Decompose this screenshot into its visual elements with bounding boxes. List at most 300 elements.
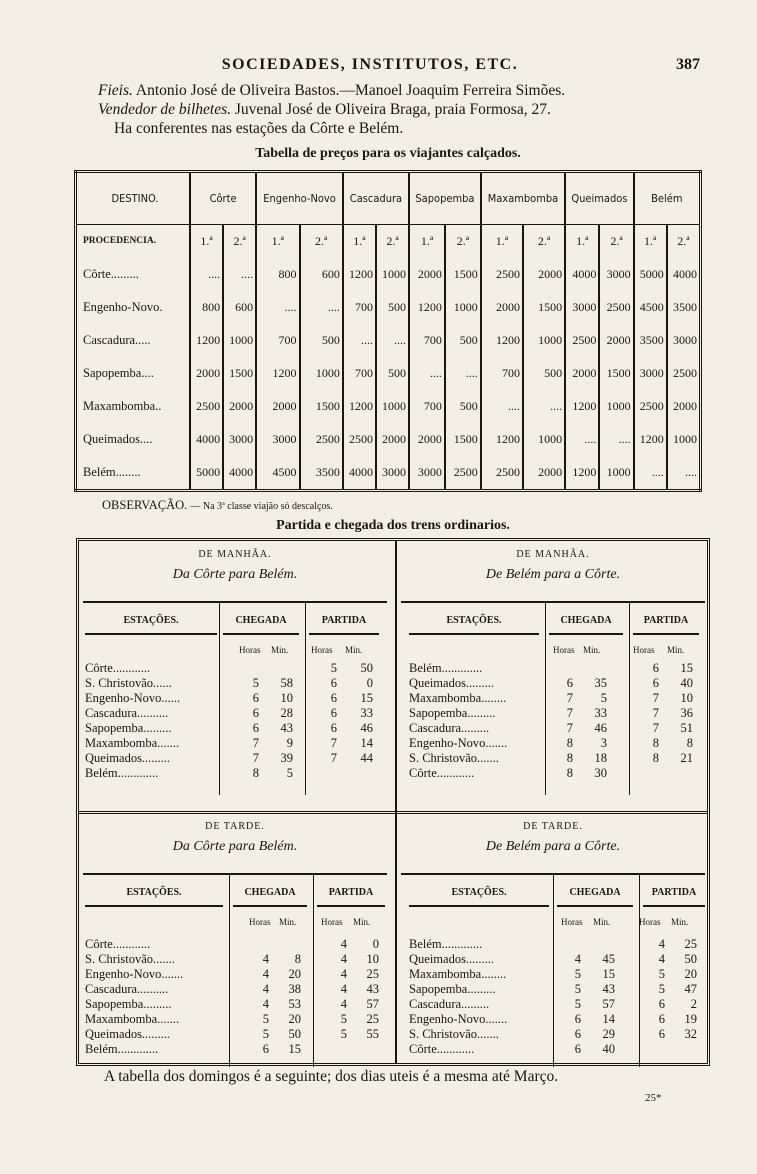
fare-cell: 1200 (190, 324, 223, 357)
class-label: 2.ª (599, 224, 633, 258)
depart-hour: 6 (330, 676, 337, 690)
col-rule (309, 633, 379, 635)
col-separator (545, 603, 546, 795)
arrive-hour: 7 (566, 721, 573, 735)
fare-cell: 2500 (565, 324, 599, 357)
depart-minute: 25 (366, 967, 379, 981)
fare-cell: 600 (300, 258, 343, 291)
fare-cell: 1000 (523, 423, 565, 456)
timetable-quadrant (79, 541, 391, 803)
station-name: Côrte............ (409, 766, 475, 780)
depart-minute: 0 (372, 937, 379, 951)
col-rule (633, 633, 699, 635)
fare-cell: 500 (445, 324, 481, 357)
depart-minute: 0 (366, 676, 373, 690)
arrive-hour: 5 (262, 1027, 269, 1041)
fare-cell: .... (481, 390, 523, 423)
fare-cell: 1500 (523, 291, 565, 324)
fare-cell: 3500 (634, 324, 667, 357)
arrive-hour: 4 (574, 952, 581, 966)
fare-cell: .... (667, 456, 701, 491)
page-number: 387 (676, 56, 700, 73)
station-name: Cascadura......... (409, 721, 490, 735)
station-name: Cascadura.......... (85, 982, 169, 996)
intro-text-1: Antonio José de Oliveira Bastos.—Manoel Joaquim Ferreira Simões. (135, 82, 566, 99)
arrive-minute: 57 (602, 997, 615, 1011)
col-partida: PARTIDA (328, 887, 374, 898)
arrive-hour: 5 (574, 997, 581, 1011)
arrive-hour: 6 (566, 676, 573, 690)
fare-cell: 2000 (376, 423, 409, 456)
station-name: Engenho-Novo...... (85, 691, 181, 705)
dest-header: Cascadura (343, 172, 409, 225)
arrive-minute: 9 (286, 736, 293, 750)
col-chegada: CHEGADA (560, 615, 612, 626)
procedencia-label: PROCEDENCIA. (76, 224, 191, 258)
fares-class-row (76, 224, 701, 258)
fare-cell: 800 (256, 258, 299, 291)
fares-caption: Tabella de preços para os viajantes calçados. (255, 146, 521, 161)
station-name: Sapopemba......... (409, 706, 496, 720)
station-name: Cascadura.......... (85, 706, 169, 720)
col-partida: PARTIDA (321, 615, 367, 626)
class-label: 2.ª (223, 224, 256, 258)
depart-hour: 4 (340, 982, 347, 996)
fare-cell: 2000 (190, 357, 223, 390)
route-label: Da Côrte para Belém. (172, 567, 298, 582)
observacao-label: OBSERVAÇÃO. (102, 498, 188, 512)
min-label: Min. (279, 917, 297, 927)
fare-cell: 700 (409, 390, 445, 423)
depart-hour: 5 (340, 1027, 347, 1041)
depart-hour: 7 (652, 721, 659, 735)
depart-hour: 6 (658, 1027, 665, 1041)
fare-cell: 700 (343, 291, 376, 324)
fare-cell: .... (599, 423, 633, 456)
depart-minute: 32 (684, 1027, 697, 1041)
depart-hour: 4 (340, 997, 347, 1011)
arrive-minute: 28 (280, 706, 293, 720)
depart-hour: 5 (330, 661, 337, 675)
arrive-hour: 6 (252, 691, 259, 705)
class-label: 2.ª (300, 224, 343, 258)
origin-station: Cascadura..... (76, 324, 191, 357)
depart-hour: 4 (658, 937, 665, 951)
arrive-hour: 5 (252, 676, 259, 690)
header-rule (83, 873, 387, 875)
fare-cell: 500 (523, 357, 565, 390)
station-name: Belém............. (409, 937, 483, 951)
depart-minute: 25 (366, 1012, 379, 1026)
station-name: S. Christovão...... (85, 676, 172, 690)
fare-cell: 1000 (376, 390, 409, 423)
fare-cell: 600 (223, 291, 256, 324)
fare-cell: 2500 (445, 456, 481, 491)
fare-cell: 500 (300, 324, 343, 357)
arrive-hour: 8 (566, 751, 573, 765)
fare-cell: 1000 (599, 456, 633, 491)
fare-cell: 3500 (667, 291, 701, 324)
col-rule (409, 905, 549, 907)
depart-minute: 2 (690, 997, 697, 1011)
horas-label: Horas (553, 645, 575, 655)
depart-hour: 6 (330, 721, 337, 735)
arrive-minute: 14 (602, 1012, 615, 1026)
depart-minute: 50 (360, 661, 373, 675)
fare-cell: 1500 (445, 423, 481, 456)
fare-cell: 2000 (223, 390, 256, 423)
arrive-hour: 6 (574, 1012, 581, 1026)
arrive-hour: 7 (252, 736, 259, 750)
fare-cell: 1000 (523, 324, 565, 357)
fare-cell: 3000 (256, 423, 299, 456)
fare-cell: 2500 (634, 390, 667, 423)
horas-label: Horas (311, 645, 333, 655)
depart-minute: 40 (680, 676, 693, 690)
arrive-hour: 8 (566, 766, 573, 780)
arrive-hour: 5 (574, 982, 581, 996)
depart-hour: 7 (330, 751, 337, 765)
depart-hour: 5 (340, 1012, 347, 1026)
class-label: 1.ª (343, 224, 376, 258)
col-rule (549, 633, 623, 635)
depart-hour: 7 (330, 736, 337, 750)
station-name: Queimados......... (409, 676, 495, 690)
arrive-minute: 10 (280, 691, 293, 705)
arrive-minute: 15 (288, 1042, 301, 1056)
fare-cell: 4000 (223, 456, 256, 491)
origin-station: Côrte......... (76, 258, 191, 291)
fare-cell: .... (343, 324, 376, 357)
fare-cell: .... (300, 291, 343, 324)
fares-row (76, 390, 701, 423)
dest-header: Engenho-Novo (256, 172, 343, 225)
header-rule (83, 601, 387, 603)
signature-mark: 25* (645, 1092, 662, 1104)
class-label: 1.ª (256, 224, 299, 258)
col-partida: PARTIDA (643, 615, 689, 626)
station-name: Maxambomba........ (409, 691, 507, 705)
arrive-hour: 6 (574, 1042, 581, 1056)
depart-minute: 8 (686, 736, 693, 750)
col-estacoes: ESTAÇÕES. (446, 615, 502, 626)
depart-hour: 8 (652, 751, 659, 765)
arrive-minute: 3 (600, 736, 607, 750)
depart-minute: 55 (366, 1027, 379, 1041)
min-label: Min. (667, 645, 685, 655)
fare-cell: 500 (445, 390, 481, 423)
fare-cell: .... (376, 324, 409, 357)
running-title: SOCIEDADES, INSTITUTOS, ETC. (221, 56, 519, 73)
intro-line-3: Ha conferentes nas estações da Côrte e Belém. (114, 120, 404, 137)
fare-cell: 3000 (599, 258, 633, 291)
fare-cell: 700 (481, 357, 523, 390)
station-name: Côrte............ (85, 661, 151, 675)
dest-header: Sapopemba (409, 172, 481, 225)
depart-hour: 6 (330, 706, 337, 720)
fare-cell: 1200 (409, 291, 445, 324)
depart-minute: 33 (360, 706, 373, 720)
fare-cell: 1000 (223, 324, 256, 357)
dest-header: Maxambomba (481, 172, 565, 225)
col-separator (305, 603, 306, 795)
fare-cell: 1000 (667, 423, 701, 456)
fare-cell: 2500 (481, 258, 523, 291)
arrive-minute: 20 (288, 1012, 301, 1026)
fare-cell: 2500 (190, 390, 223, 423)
min-label: Min. (583, 645, 601, 655)
station-name: Sapopemba......... (85, 721, 172, 735)
class-label: 1.ª (634, 224, 667, 258)
intro-text-2: Juvenal José de Oliveira Braga, praia Formosa, 27. (234, 101, 551, 118)
fare-cell: 1500 (599, 357, 633, 390)
col-separator (219, 603, 220, 795)
fare-cell: 1200 (634, 423, 667, 456)
fare-cell: 800 (190, 291, 223, 324)
origin-station: Belém........ (76, 456, 191, 491)
timetable-quadrant (79, 813, 391, 1075)
fare-cell: .... (256, 291, 299, 324)
station-name: S. Christovão....... (85, 952, 175, 966)
arrive-hour: 6 (252, 721, 259, 735)
fare-cell: 4000 (190, 423, 223, 456)
fare-cell: 2500 (599, 291, 633, 324)
station-name: Côrte............ (85, 937, 151, 951)
fare-cell: 5000 (634, 258, 667, 291)
depart-minute: 10 (366, 952, 379, 966)
fare-cell: .... (223, 258, 256, 291)
class-label: 1.ª (409, 224, 445, 258)
fare-cell: 3500 (300, 456, 343, 491)
station-name: Maxambomba....... (85, 736, 180, 750)
arrive-minute: 53 (288, 997, 301, 1011)
min-label: Min. (353, 917, 371, 927)
arrive-minute: 50 (288, 1027, 301, 1041)
horas-label: Horas (639, 917, 661, 927)
arrive-hour: 4 (262, 997, 269, 1011)
fares-table (74, 170, 702, 492)
horas-label: Horas (633, 645, 655, 655)
timetable-quadrant (397, 541, 709, 803)
col-rule (85, 633, 217, 635)
class-label: 2.ª (667, 224, 701, 258)
station-name: Sapopemba......... (409, 982, 496, 996)
class-label: 2.ª (376, 224, 409, 258)
fare-cell: 500 (376, 357, 409, 390)
arrive-minute: 35 (594, 676, 607, 690)
fare-cell: 2000 (409, 258, 445, 291)
fare-cell: 1500 (445, 258, 481, 291)
fare-cell: 700 (256, 324, 299, 357)
col-rule (223, 633, 299, 635)
dest-header: Côrte (190, 172, 256, 225)
arrive-minute: 15 (602, 967, 615, 981)
depart-minute: 43 (366, 982, 379, 996)
class-label: 2.ª (445, 224, 481, 258)
station-name: S. Christovão....... (409, 1027, 499, 1041)
header-rule (401, 601, 705, 603)
arrive-hour: 7 (566, 691, 573, 705)
depart-hour: 4 (340, 967, 347, 981)
intro-line-1 (98, 82, 698, 99)
fare-cell: 1200 (565, 390, 599, 423)
arrive-minute: 58 (280, 676, 293, 690)
depart-minute: 10 (680, 691, 693, 705)
depart-minute: 44 (360, 751, 373, 765)
fare-cell: 1200 (565, 456, 599, 491)
fare-cell: 2500 (481, 456, 523, 491)
fare-cell: 700 (409, 324, 445, 357)
intro-label-vendedor: Vendedor de bilhetes. (98, 101, 232, 118)
depart-minute: 14 (360, 736, 373, 750)
arrive-hour: 8 (566, 736, 573, 750)
arrive-minute: 18 (594, 751, 607, 765)
arrive-minute: 39 (280, 751, 293, 765)
origin-station: Sapopemba.... (76, 357, 191, 390)
col-rule (85, 905, 223, 907)
fare-cell: 4000 (667, 258, 701, 291)
fare-cell: 1000 (376, 258, 409, 291)
arrive-minute: 5 (286, 766, 293, 780)
min-label: Min. (345, 645, 363, 655)
arrive-hour: 4 (262, 982, 269, 996)
fare-cell: 700 (343, 357, 376, 390)
station-name: Belém............. (85, 1042, 159, 1056)
depart-hour: 6 (652, 676, 659, 690)
station-name: Queimados......... (85, 1027, 171, 1041)
fare-cell: 2000 (599, 324, 633, 357)
fare-cell: 1200 (481, 423, 523, 456)
arrive-hour: 6 (252, 706, 259, 720)
class-label: 1.ª (565, 224, 599, 258)
fare-cell: 2000 (667, 390, 701, 423)
fare-cell: 3000 (565, 291, 599, 324)
arrive-minute: 33 (594, 706, 607, 720)
arrive-hour: 4 (262, 952, 269, 966)
dest-header: Queimados (565, 172, 633, 225)
col-estacoes: ESTAÇÕES. (126, 887, 182, 898)
col-rule (557, 905, 633, 907)
observacao-text: — Na 3ª classe viajão só descalços. (190, 501, 333, 512)
fare-cell: 2000 (409, 423, 445, 456)
fare-cell: 2000 (523, 456, 565, 491)
arrive-hour: 5 (574, 967, 581, 981)
arrive-minute: 43 (602, 982, 615, 996)
arrive-hour: 5 (262, 1012, 269, 1026)
col-rule (317, 905, 385, 907)
timetable-caption: Partida e chegada dos trens ordinarios. (276, 518, 510, 533)
station-name: Belém............. (85, 766, 159, 780)
fare-cell: 4500 (634, 291, 667, 324)
depart-hour: 6 (658, 997, 665, 1011)
depart-hour: 6 (658, 1012, 665, 1026)
class-label: 2.ª (523, 224, 565, 258)
fare-cell: 500 (376, 291, 409, 324)
depart-minute: 21 (680, 751, 693, 765)
fare-cell: 4000 (565, 258, 599, 291)
min-label: Min. (593, 917, 611, 927)
arrive-hour: 8 (252, 766, 259, 780)
route-label: De Belém para a Côrte. (485, 567, 621, 582)
timetable-quadrant (397, 813, 709, 1075)
depart-hour: 4 (340, 952, 347, 966)
depart-minute: 19 (684, 1012, 697, 1026)
intro-label-fieis: Fieis. (98, 82, 133, 99)
depart-minute: 50 (684, 952, 697, 966)
footer-note: A tabella dos domingos é a seguinte; dos dias uteis é a mesma até Março. (104, 1068, 559, 1085)
depart-hour: 5 (658, 982, 665, 996)
arrive-minute: 5 (600, 691, 607, 705)
station-name: Cascadura......... (409, 997, 490, 1011)
fare-cell: 2000 (523, 258, 565, 291)
col-separator (313, 875, 314, 1067)
fares-destination-row (76, 172, 701, 225)
station-name: S. Christovão....... (409, 751, 499, 765)
fare-cell: .... (523, 390, 565, 423)
col-rule (409, 633, 539, 635)
depart-hour: 6 (330, 691, 337, 705)
fare-cell: 5000 (190, 456, 223, 491)
fare-cell: 2000 (256, 390, 299, 423)
depart-hour: 5 (658, 967, 665, 981)
fares-row (76, 258, 701, 291)
fare-cell: 3000 (667, 324, 701, 357)
fare-cell: 1500 (300, 390, 343, 423)
dest-header: Belém (634, 172, 701, 225)
horas-label: Horas (321, 917, 343, 927)
fare-cell: 1500 (223, 357, 256, 390)
station-name: Côrte............ (409, 1042, 475, 1056)
station-name: Maxambomba....... (85, 1012, 180, 1026)
depart-hour: 7 (652, 706, 659, 720)
depart-minute: 46 (360, 721, 373, 735)
arrive-minute: 30 (594, 766, 607, 780)
horas-label: Horas (239, 645, 261, 655)
fare-cell: 1000 (445, 291, 481, 324)
destino-label: DESTINO. (76, 172, 191, 225)
col-chegada: CHEGADA (569, 887, 621, 898)
depart-hour: 7 (652, 691, 659, 705)
col-partida: PARTIDA (651, 887, 697, 898)
period-label: DE MANHÃA. (516, 549, 590, 560)
depart-minute: 15 (360, 691, 373, 705)
horas-label: Horas (561, 917, 583, 927)
col-separator (629, 603, 630, 795)
fare-cell: .... (409, 357, 445, 390)
station-name: Belém............. (409, 661, 483, 675)
depart-minute: 20 (684, 967, 697, 981)
fare-cell: 1200 (343, 390, 376, 423)
min-label: Min. (271, 645, 289, 655)
fares-row (76, 291, 701, 324)
depart-minute: 47 (684, 982, 697, 996)
origin-station: Queimados.... (76, 423, 191, 456)
fare-cell: 2500 (300, 423, 343, 456)
intro-line-2 (98, 101, 698, 118)
fare-cell: 2000 (481, 291, 523, 324)
col-estacoes: ESTAÇÕES. (123, 615, 179, 626)
arrive-minute: 29 (602, 1027, 615, 1041)
col-separator (639, 875, 640, 1067)
class-label: 1.ª (481, 224, 523, 258)
fare-cell: 1200 (481, 324, 523, 357)
station-name: Sapopemba......... (85, 997, 172, 1011)
arrive-hour: 6 (262, 1042, 269, 1056)
fare-cell: 2500 (667, 357, 701, 390)
period-label: DE MANHÃA. (198, 549, 272, 560)
col-separator (229, 875, 230, 1067)
period-label: DE TARDE. (205, 821, 265, 832)
